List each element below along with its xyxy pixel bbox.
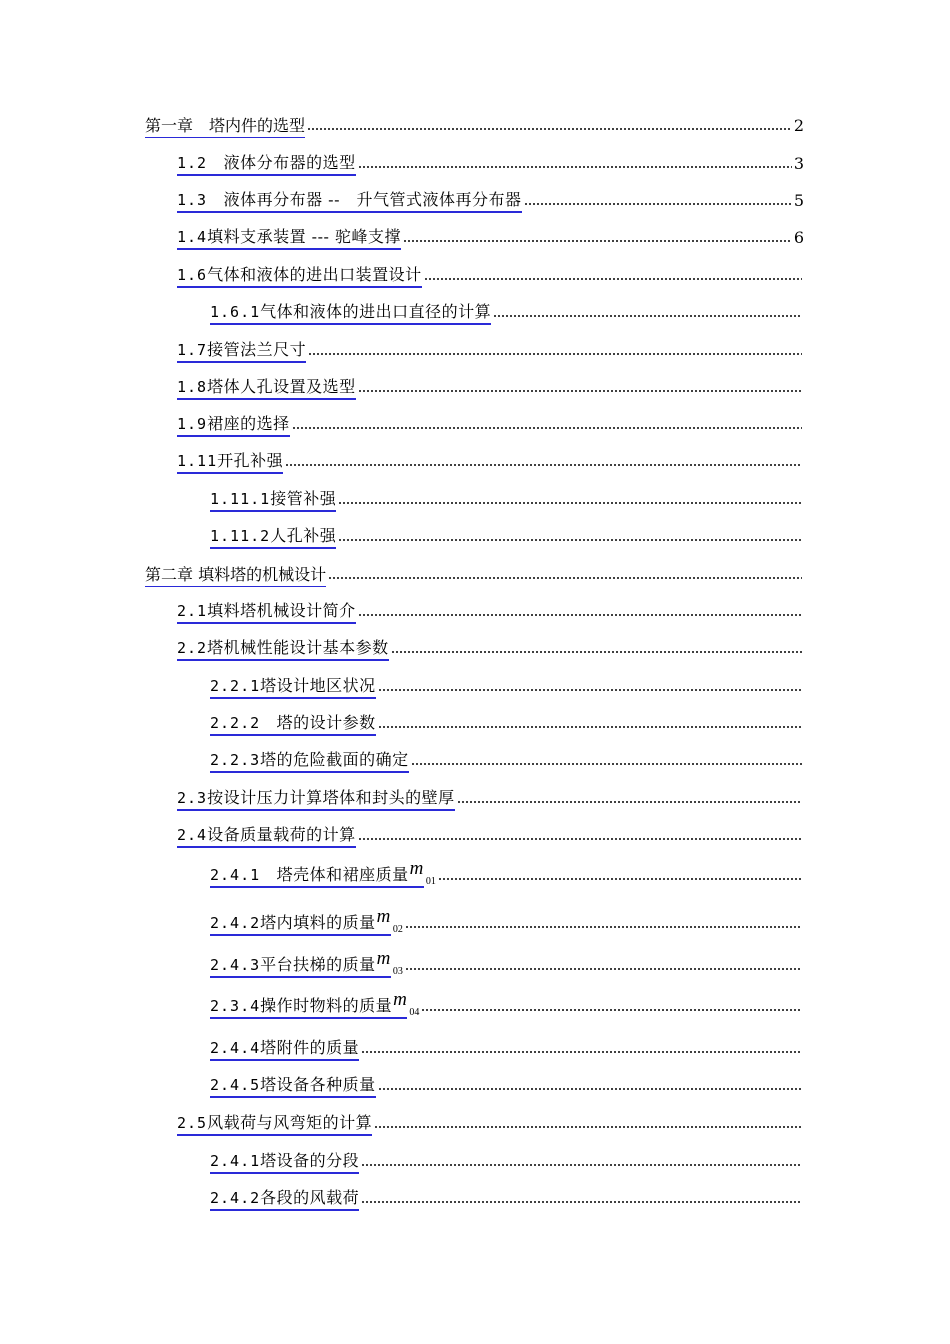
toc-entry [177,448,804,474]
toc-entry-title: 裙座的选择 [207,414,290,433]
toc-entry-link[interactable] [145,116,305,138]
dot-leader [405,966,802,972]
dot-leader [361,1162,802,1168]
toc-entry [210,906,804,936]
dot-leader [358,836,802,842]
toc-entry-link[interactable] [210,948,391,978]
toc-entry [177,1110,804,1136]
toc-entry [210,299,804,325]
toc-entry-title: 人孔补强 [270,526,337,545]
toc-entry-link[interactable] [177,340,306,363]
toc-entry-number: 1.3 [177,191,208,209]
toc-entry-number: 1.11.2 [210,527,271,545]
dot-leader [361,1199,802,1205]
toc-entry-title: 塔壳体和裙座质量 [260,865,409,884]
toc-entry-title: 塔的危险截面的确定 [260,750,409,769]
toc-entry [210,1072,804,1098]
toc-entry-number: 2.4.1 [210,866,261,884]
toc-entry-title: 各段的风载荷 [260,1188,360,1207]
toc-entry-title: 塔机械性能设计基本参数 [207,638,389,657]
math-variable: m [376,906,391,927]
toc-entry-number: 2.5 [177,1114,208,1132]
dot-leader [308,351,802,357]
dot-leader [403,238,792,244]
toc-entry-number: 2.2.1 [210,677,261,695]
toc-entry-title: 塔附件的质量 [260,1038,360,1057]
math-subscript: 01 [425,876,436,887]
toc-entry [210,989,804,1019]
toc-entry-number: 1.4 [177,228,208,246]
toc-entry-number: 1.11 [177,452,218,470]
toc-entry-number: 2.4 [177,826,208,844]
dot-leader [338,537,802,543]
toc-entry-link[interactable] [210,1151,359,1174]
toc-entry-title: 开孔补强 [217,451,284,470]
toc-entry-number: 2.2 [177,639,208,657]
dot-leader [328,575,802,581]
dot-leader [292,425,802,431]
toc-entry-link[interactable] [177,601,356,624]
toc-entry [210,858,804,888]
toc-entry-number: 2.4.2 [210,1189,261,1207]
toc-entry-title: 气体和液体的进出口直径的计算 [260,302,492,321]
toc-entry-title: 塔设计地区状况 [260,676,376,695]
toc-entry-link[interactable] [210,1038,359,1061]
toc-entry-number: 2.4.5 [210,1076,261,1094]
toc-entry-link[interactable] [210,526,336,549]
toc-page-number: 2 [793,116,804,135]
math-variable: m [409,858,424,879]
toc-entry [210,673,804,699]
toc-page-number: 6 [793,228,804,247]
dot-leader [378,1086,802,1092]
toc-entry-link[interactable] [177,227,401,250]
toc-entry-link[interactable] [210,906,391,936]
dot-leader [493,313,802,319]
dot-leader [307,126,792,132]
toc-entry-number: 1.8 [177,378,208,396]
toc-entry [145,112,804,138]
toc-entry-title: 平台扶梯的质量 [260,955,376,974]
toc-entry-link[interactable] [177,153,356,176]
toc-entry [210,948,804,978]
toc-entry-title: 塔内填料的质量 [260,913,376,932]
toc-entry [210,523,804,549]
dot-leader [411,761,802,767]
toc-entry-link[interactable] [210,1188,359,1211]
toc-entry [177,224,804,250]
dot-leader [361,1049,802,1055]
toc-entry [210,747,804,773]
toc-entry-link[interactable] [177,451,283,474]
toc-entry [177,635,804,661]
toc-entry-title: 液体分布器的选型 [207,153,356,172]
toc-entry [177,262,804,288]
toc-entry-link[interactable] [177,825,356,848]
dot-leader [421,1007,802,1013]
math-variable: m [393,989,408,1010]
toc-entry-title: 塔设备的分段 [260,1151,360,1170]
toc-entry [177,411,804,437]
toc-entry-number: 2.4.2 [210,914,261,932]
toc-entry [210,1035,804,1061]
toc-entry [177,598,804,624]
toc-entry [210,710,804,736]
toc-entry-title: 第二章 填料塔的机械设计 [145,565,327,584]
toc-entry [210,486,804,512]
toc-entry-number: 2.3.4 [210,997,261,1015]
toc-entry [145,561,804,587]
toc-entry [177,337,804,363]
toc-entry-link[interactable] [177,638,389,661]
toc-entry-link[interactable] [177,414,290,437]
toc-entry-link[interactable] [210,750,409,773]
toc-entry-number: 2.2.3 [210,751,261,769]
toc-entry [177,187,804,213]
toc-entry-link[interactable] [210,713,376,736]
toc-entry-number: 1.11.1 [210,490,271,508]
toc-entry-link[interactable] [210,676,376,699]
toc-entry-number: 2.1 [177,602,208,620]
toc-entry-number: 1.2 [177,154,208,172]
toc-entry-title: 气体和液体的进出口装置设计 [207,265,422,284]
toc-entry-title: 接管补强 [270,489,337,508]
toc-entry-link[interactable] [210,302,491,325]
dot-leader [374,1124,802,1130]
toc-entry-number: 1.6.1 [210,303,261,321]
toc-entry-number: 2.2.2 [210,714,261,732]
dot-leader [358,164,792,170]
toc-entry-number: 2.4.4 [210,1039,261,1057]
toc-entry-title: 操作时物料的质量 [260,996,393,1015]
dot-leader [285,462,802,468]
dot-leader [358,388,802,394]
dot-leader [438,876,802,882]
toc-entry-link[interactable] [210,989,408,1019]
toc-entry [210,1185,804,1211]
math-subscript: 04 [409,1007,420,1018]
dot-leader [378,687,802,693]
toc-entry [177,785,804,811]
dot-leader [457,799,802,805]
toc-entry-title: 按设计压力计算塔体和封头的壁厚 [207,788,455,807]
toc-entry-title: 塔的设计参数 [260,713,376,732]
dot-leader [338,500,802,506]
dot-leader [524,201,792,207]
toc-entry-title: 风载荷与风弯矩的计算 [207,1113,373,1132]
toc-entry-link[interactable] [177,1113,372,1136]
toc-entry-title: 塔设备各种质量 [260,1075,376,1094]
toc-entry-link[interactable] [210,489,336,512]
dot-leader [391,649,802,655]
toc-entry-title: 填料塔机械设计简介 [207,601,356,620]
math-subscript: 02 [392,924,403,935]
toc-entry-title: 第一章 塔内件的选型 [145,116,306,135]
toc-entry-link[interactable] [177,265,422,288]
toc-entry-link[interactable] [177,190,522,213]
toc-entry-number: 2.3 [177,789,208,807]
toc-entry-title: 接管法兰尺寸 [207,340,307,359]
toc-entry [210,1148,804,1174]
toc-entry-title: 液体再分布器 -- 升气管式液体再分布器 [207,190,522,209]
dot-leader [378,724,802,730]
toc-entry-number: 1.6 [177,266,208,284]
toc-entry [177,374,804,400]
dot-leader [424,276,802,282]
toc-entry-link[interactable] [177,377,356,400]
toc-entry-number: 1.9 [177,415,208,433]
toc-entry-number: 2.4.1 [210,1152,261,1170]
dot-leader [358,612,802,618]
math-subscript: 03 [392,966,403,977]
toc-entry-link[interactable] [210,1075,376,1098]
dot-leader [405,924,802,930]
toc-entry-title: 填料支承装置 --- 驼峰支撑 [207,227,401,246]
toc-page-number: 3 [793,154,804,173]
toc-entry [177,150,804,176]
toc-entry-number: 1.7 [177,341,208,359]
toc-entry-title: 塔体人孔设置及选型 [207,377,356,396]
toc-entry-number: 2.4.3 [210,956,261,974]
math-variable: m [376,948,391,969]
toc-entry-link[interactable] [177,788,455,811]
toc-entry-link[interactable] [145,565,326,587]
toc-entry-link[interactable] [210,858,424,888]
toc-entry [177,822,804,848]
toc-page-number: 5 [793,191,804,210]
toc-entry-title: 设备质量载荷的计算 [207,825,356,844]
